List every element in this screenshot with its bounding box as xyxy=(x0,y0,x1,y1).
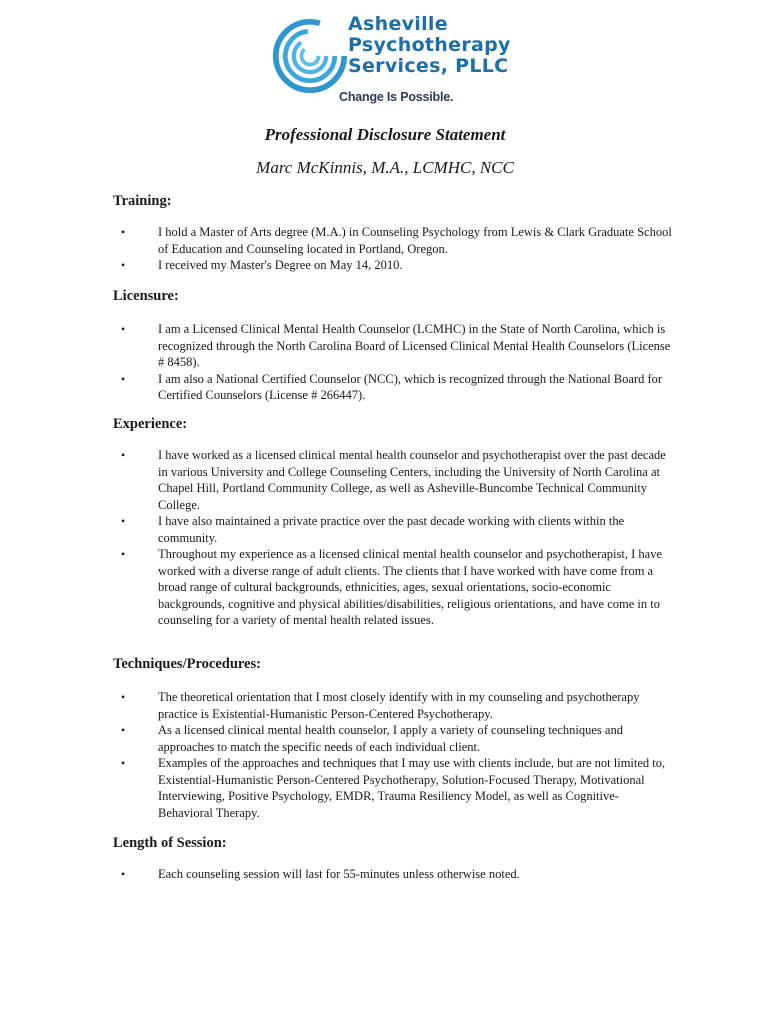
bullet-icon: • xyxy=(121,371,126,386)
list-item xyxy=(113,257,673,274)
bullet-icon: • xyxy=(121,322,126,336)
company-tagline: Change Is Possible. xyxy=(339,90,454,104)
list-item-text: Throughout my experience as a licensed clinical mental health counselor and psychotherapist, I have worked with a diverse range of adult clients. The clients that I have worked with have come from a broad range of cultural backgrounds, ethnicities, ages, sexual orientations, socio-economic backgrounds, cognitive and physical abilities/disabilities, religious orientations, and have come in to counseling for a variety of mental health related issues. xyxy=(158,547,662,627)
list-item xyxy=(113,513,673,546)
list-item-text: I am also a National Certified Counselor (NCC), which is recognized through the National Board for Certified Counselors (License # 266447). xyxy=(158,371,663,402)
list-item xyxy=(113,866,673,883)
company-name-line3: Services, PLLC xyxy=(348,55,509,77)
section-licensure xyxy=(113,288,673,404)
list-item xyxy=(113,447,673,513)
bullet-list xyxy=(113,866,673,883)
section-techniques xyxy=(113,656,673,821)
section-heading: Techniques/Procedures: xyxy=(113,656,261,672)
list-item xyxy=(113,224,673,257)
section-training xyxy=(113,193,673,274)
document-title: Professional Disclosure Statement xyxy=(264,125,506,144)
bullet-icon: • xyxy=(121,258,126,272)
list-item-text: I am a Licensed Clinical Mental Health Counselor (LCMHC) in the State of North Carolina, which is recognized through the North Carolina Board of Licensed Clinical Mental Health Counselors (License # 8458). xyxy=(158,322,671,369)
bullet-list xyxy=(113,224,673,274)
list-item-text: Examples of the approaches and techniques that I may use with clients include, but are not limited to, Existential-Humanistic Person-Centered Psychotherapy, Solution-Focused Therapy, Motivational Interviewing, Positive Psychology, EMDR, Trauma Resiliency Model, as well as Cognitive-Behavioral Therapy. xyxy=(158,756,666,820)
list-item-text: I received my Master's Degree on May 14, 2010. xyxy=(158,258,403,272)
company-logo xyxy=(272,13,511,110)
section-heading: Length of Session: xyxy=(113,835,227,851)
section-heading: Experience: xyxy=(113,416,188,432)
bullet-icon: • xyxy=(121,690,126,704)
bullet-icon: • xyxy=(121,448,126,462)
list-item xyxy=(113,371,673,404)
list-item xyxy=(113,546,673,629)
section-heading: Training: xyxy=(113,193,172,209)
list-item xyxy=(113,755,673,821)
list-item-text: I have also maintained a private practice over the past decade working with clients within the community. xyxy=(158,514,625,545)
company-name xyxy=(348,14,511,77)
bullet-list xyxy=(113,321,673,404)
section-length-of-session xyxy=(113,835,673,883)
section-experience xyxy=(113,416,673,629)
bullet-icon: • xyxy=(121,756,126,770)
section-heading: Licensure: xyxy=(113,288,179,304)
bullet-list xyxy=(113,447,673,629)
spiral-logo-icon xyxy=(272,18,348,94)
list-item-text: I have worked as a licensed clinical mental health counselor and psychotherapist over the past decade in various University and College Counseling Centers, including the University of North Carolina at Chapel Hill, Portland Community College, as well as Asheville-Buncombe Technical Community College. xyxy=(158,448,666,512)
bullet-list xyxy=(113,689,673,821)
list-item xyxy=(113,722,673,755)
list-item-text: I hold a Master of Arts degree (M.A.) in Counseling Psychology from Lewis & Clark Graduate School of Education and Counseling located in Portland, Oregon. xyxy=(158,225,672,256)
bullet-icon: • xyxy=(121,723,126,737)
bullet-icon: • xyxy=(121,514,126,528)
list-item-text: As a licensed clinical mental health counselor, I apply a variety of counseling techniques and approaches to match the specific needs of each individual client. xyxy=(158,723,623,754)
list-item xyxy=(113,689,673,722)
company-name-line2: Psychotherapy xyxy=(348,34,511,56)
bullet-icon: • xyxy=(121,867,126,881)
list-item xyxy=(113,321,673,371)
list-item-text: Each counseling session will last for 55-minutes unless otherwise noted. xyxy=(158,867,520,881)
bullet-icon: • xyxy=(121,225,126,239)
list-item-text: The theoretical orientation that I most closely identify with in my counseling and psychotherapy practice is Existential-Humanistic Person-Centered Psychotherapy. xyxy=(158,690,640,721)
company-name-line1: Asheville xyxy=(348,13,448,35)
document-subtitle: Marc McKinnis, M.A., LCMHC, NCC xyxy=(256,158,514,177)
bullet-icon: • xyxy=(121,547,126,561)
